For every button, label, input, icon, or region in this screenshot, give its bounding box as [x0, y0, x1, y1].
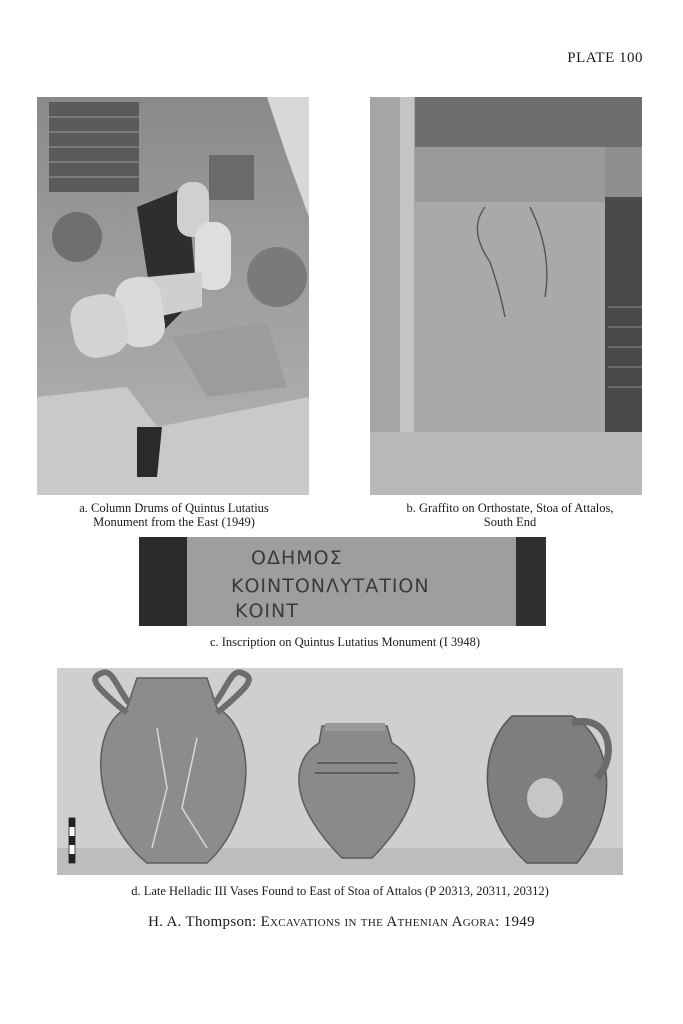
- photo-inscription: [139, 537, 546, 626]
- footer-author: H. A. Thompson: [148, 914, 253, 930]
- inscription-line-1: ΟΔΗΜΟΣ: [251, 547, 343, 569]
- inscription-line-3: ΚΟΙΝΤ: [235, 600, 299, 622]
- caption-b-line-2: South End: [483, 515, 537, 529]
- caption-c: c. Inscription on Quintus Lutatius Monument (I 3948): [209, 635, 481, 649]
- photo-vases: [57, 668, 623, 875]
- caption-b-line-1: b. Graffito on Orthostate, Stoa of Attalos,: [406, 501, 614, 515]
- inscription-line-2: ΚΟΙΝΤΟΝΛΥΤΑΤΙΟΝ: [231, 575, 430, 597]
- caption-a-line-1: a. Column Drums of Quintus Lutatius: [79, 501, 269, 515]
- photo-column-drums: [37, 97, 309, 495]
- photo-graffito: [370, 97, 642, 495]
- plate-number: PLATE 100: [567, 50, 643, 66]
- scale-bar: [69, 818, 75, 863]
- footer-title: : Excavations in the Athenian Agora: [252, 914, 496, 930]
- footer-year: : 1949: [495, 914, 535, 930]
- caption-b: [360, 501, 660, 529]
- caption-a: [40, 501, 308, 529]
- page-footer: [0, 914, 683, 931]
- caption-a-line-2: Monument from the East (1949): [93, 515, 255, 529]
- caption-d: d. Late Helladic III Vases Found to East of Stoa of Attalos (P 20313, 20311, 20312): [131, 884, 549, 898]
